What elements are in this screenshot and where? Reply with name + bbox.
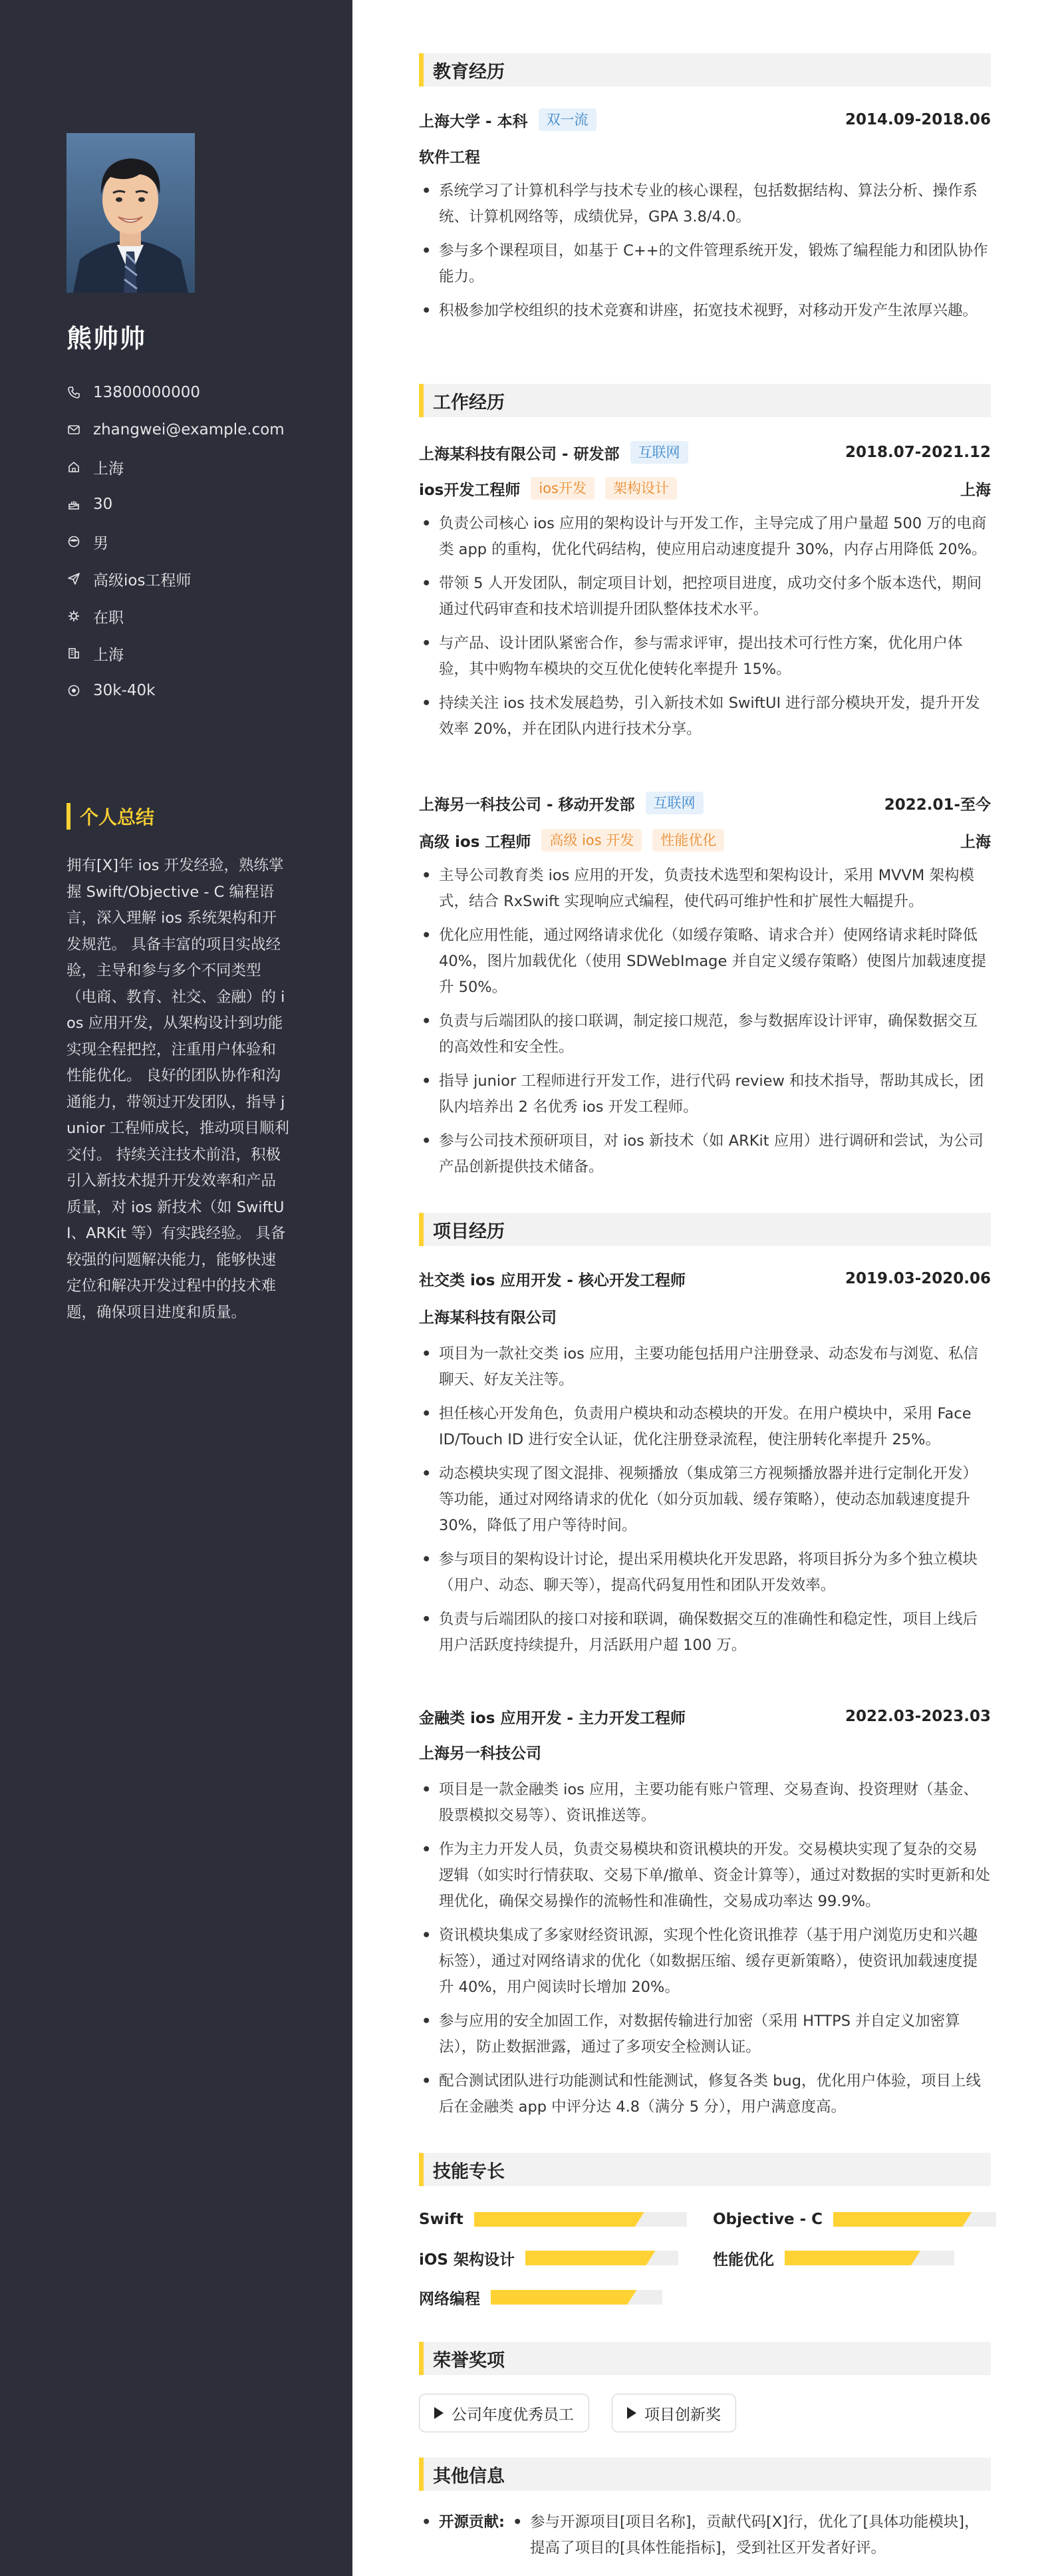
skill-bar-track [785, 2251, 954, 2265]
mail-icon [66, 422, 81, 437]
job-2-company: 上海另一科技公司 - 移动开发部 [419, 796, 635, 814]
education-section-header [419, 53, 991, 86]
skill-ios-architecture [419, 2246, 678, 2270]
honor-badge [419, 2394, 589, 2432]
job-2-bullets [419, 863, 991, 1188]
list-item: • 积极参加学校组织的技术竞赛和讲座，拓宽技术视野，对移动开发产生浓厚兴趣。 [419, 298, 991, 324]
play-icon [627, 2407, 636, 2419]
list-item: • 配合测试团队进行功能测试和性能测试，修复各类 bug，优化用户体验，项目上线后在金融类 app 中评分达 4.8（满分 5 分），用户满意度高。 [419, 2068, 991, 2120]
skill-swift [419, 2207, 687, 2231]
job-1-bullets [419, 511, 991, 750]
info-hometown [66, 448, 332, 486]
skills-title: 技能专长 [433, 2161, 505, 2182]
other-section-header [419, 2458, 991, 2491]
list-item: • 与产品、设计团队紧密合作，参与需求评审，提出技术可行性方案，优化用户体验，其中购物车模块的交互优化使转化率提升 15%。 [419, 631, 991, 683]
project-1-bullets [419, 1341, 991, 1667]
list-item: • 负责与后端团队的接口联调，制定接口规范，参与数据库设计评审，确保数据交互的高效性和安全性。 [419, 1009, 991, 1060]
list-item: • 持续关注 ios 技术发展趋势，引入新技术如 SwiftUI 进行部分模块开发，提升开发效率 20%，并在团队内进行技术分享。 [419, 691, 991, 742]
job-2-city: 上海 [960, 833, 991, 851]
info-gender [66, 523, 332, 560]
list-item: • 指导 junior 工程师进行开发工作，进行代码 review 和技术指导，帮助其成长，团队内培养出 2 名优秀 ios 开发工程师。 [419, 1068, 991, 1120]
info-position-text: 高级ios工程师 [93, 571, 192, 589]
other-info: • 开源贡献: • 参与开源项目[项目名称]，贡献代码[X]行，优化了[具体功能模块]，提高了项目的[具体性能指标]，受到社区开发者好评。 [419, 2509, 991, 2561]
job-2-skill-tag: 高级 ios 开发 [541, 829, 642, 852]
play-icon [434, 2407, 444, 2419]
job-1-role: ios开发工程师 [419, 481, 521, 499]
project-2-date: 2022.03-2023.03 [845, 1708, 991, 1725]
skill-name: Objective - C [713, 2211, 823, 2228]
job-2-role: 高级 ios 工程师 [419, 833, 531, 851]
list-item: • 系统学习了计算机科学与技术专业的核心课程，包括数据结构、算法分析、操作系统、计算机网络等，成绩优异，GPA 3.8/4.0。 [419, 178, 991, 230]
list-item: • 参与公司技术预研项目，对 ios 新技术（如 ARKit 应用）进行调研和尝试，为公司产品创新提供技术储备。 [419, 1128, 991, 1180]
status-icon [66, 609, 81, 623]
section-bar [419, 53, 424, 86]
avatar-illustration [66, 133, 195, 293]
list-item: • 负责公司核心 ios 应用的架构设计与开发工作，主导完成了用户量超 500 万的电商类 app 的重构，优化代码结构，使应用启动速度提升 30%，内存占用降低 20%。 [419, 511, 991, 563]
info-age [66, 486, 332, 523]
skill-name: 性能优化 [713, 2251, 774, 2269]
honors-title: 荣誉奖项 [433, 2350, 505, 2371]
list-item: • 参与多个课程项目，如基于 C++的文件管理系统开发，锻炼了编程能力和团队协作能力。 [419, 238, 991, 290]
honor-text: 项目创新奖 [644, 2406, 721, 2424]
honors-section-header [419, 2342, 991, 2375]
job-1-skill-tag: ios开发 [531, 477, 594, 500]
home-icon [66, 460, 81, 474]
section-bar [419, 2153, 424, 2186]
education-school: 上海大学 - 本科 [419, 112, 528, 130]
project-1-date: 2019.03-2020.06 [845, 1270, 991, 1287]
send-icon [66, 571, 81, 586]
info-hometown-text: 上海 [93, 460, 124, 478]
project-2-bullets [419, 1777, 991, 2128]
profile-name: 熊帅帅 [66, 324, 147, 353]
skill-bar-track [474, 2212, 687, 2227]
skill-performance [713, 2246, 954, 2270]
info-salary [66, 672, 332, 709]
list-item: • 参与项目的架构设计讨论，提出采用模块化开发思路，将项目拆分为多个独立模块（用户、动态、聊天等），提高代码复用性和团队开发效率。 [419, 1547, 991, 1599]
honor-badge [612, 2394, 736, 2432]
list-item: • 资讯模块集成了多家财经资讯源，实现个性化资讯推荐（基于用户浏览历史和兴趣标签），通过对网络请求的优化（如数据压缩、缓存更新策略），使资讯加载速度提升 40%，用户阅读时长增加 20%。 [419, 1923, 991, 2001]
list-item: • 优化应用性能，通过网络请求优化（如缓存策略、请求合并）使网络请求耗时降低 40%，图片加载优化（使用 SDWebImage 并自定义缓存策略）使图片加载速度提升 50%。 [419, 923, 991, 1001]
gender-icon [66, 534, 81, 549]
summary-heading-bar [66, 803, 70, 830]
info-status-text: 在职 [93, 609, 124, 627]
info-status [66, 597, 332, 635]
job-1-industry-tag: 互联网 [630, 441, 688, 464]
info-gender-text: 男 [93, 534, 108, 552]
list-item: • 带领 5 人开发团队，制定项目计划，把控项目进度，成功交付多个版本迭代，期间通过代码审查和技术培训提升团队整体技术水平。 [419, 571, 991, 623]
work-title: 工作经历 [433, 392, 505, 413]
project-2-name: 金融类 ios 应用开发 - 主力开发工程师 [419, 1709, 686, 1727]
skill-bar-fill [474, 2212, 644, 2227]
job-1-city: 上海 [960, 481, 991, 499]
list-item: • 作为主力开发人员，负责交易模块和资讯模块的开发。交易模块实现了复杂的交易逻辑（如实时行情获取、交易下单/撤单、资金计算等），通过对数据的实时更新和处理优化，确保交易操作的流畅性和准确性，交易成功率达 99.9%。 [419, 1837, 991, 1915]
avatar-photo [66, 133, 195, 293]
summary-heading-text: 个人总结 [80, 806, 155, 828]
education-date: 2014.09-2018.06 [845, 111, 991, 128]
job-1-date: 2018.07-2021.12 [845, 444, 991, 461]
job-2-row [419, 790, 991, 816]
summary-text: 拥有[X]年 ios 开发经验，熟练掌握 Swift/Objective - C 编程语言，深入理解 ios 系统架构和开发规范。 具备丰富的项目实战经验，主导和参与多个不同类型（电商、教育、社交、金融）的 ios 应用开发，从架构设计到功能实现全程把控，注重用户体验和性能优化。 良好的团队协作和沟通能力，带领过开发团队，指导 junior 工程师成长，推动项目顺利交付。 持续关注技术前沿，积极引入新技术提升开发效率和产品质量，对 ios 新技术（如 SwiftUI、ARKit 等）有实践经验。 具备较强的问题解决能力，能够快速定位和解决开发过程中的技术难题，确保项目进度和质量。 [66, 857, 289, 1321]
education-tag: 双一流 [539, 108, 596, 131]
list-item: • 项目是一款金融类 ios 应用，主要功能有账户管理、交易查询、投资理财（基金、股票模拟交易等）、资讯推送等。 [419, 1777, 991, 1829]
skill-bar-fill [833, 2212, 972, 2227]
list-item: • 动态模块实现了图文混排、视频播放（集成第三方视频播放器并进行定制化开发）等功能，通过对网络请求的优化（如分页加载、缓存策略），使动态加载速度提升 30%，降低了用户等待时间。 [419, 1461, 991, 1539]
info-phone [66, 374, 332, 411]
work-section-header [419, 384, 991, 417]
project-1-company: 上海某科技有限公司 [419, 1309, 557, 1327]
section-bar [419, 1213, 424, 1246]
education-major: 软件工程 [419, 149, 480, 166]
salary-icon [66, 683, 81, 698]
job-1-role-row [419, 475, 991, 502]
skill-bar-track [525, 2251, 678, 2265]
skill-bar-fill [525, 2251, 656, 2265]
other-title: 其他信息 [433, 2466, 505, 2487]
skill-name: Swift [419, 2211, 463, 2228]
projects-title: 项目经历 [433, 1221, 505, 1242]
contact-info-list [66, 374, 332, 709]
info-email [66, 411, 332, 448]
list-item: • 担任核心开发角色，负责用户模块和动态模块的开发。在用户模块中，采用 Face ID/Touch ID 进行安全认证，优化注册登录流程，使注册转化率提升 25%。 [419, 1401, 991, 1453]
project-2-company: 上海另一科技公司 [419, 1745, 541, 1762]
job-2-industry-tag: 互联网 [646, 792, 704, 814]
skill-bar-track [491, 2290, 662, 2305]
phone-icon [66, 385, 81, 400]
list-item: • 负责与后端团队的接口对接和联调，确保数据交互的准确性和稳定性，项目上线后用户活跃度持续提升，月活跃用户超 100 万。 [419, 1607, 991, 1659]
info-position [66, 560, 332, 597]
project-2-row [419, 1703, 991, 1730]
education-title: 教育经历 [433, 61, 505, 82]
education-row [419, 106, 991, 133]
cake-icon [66, 497, 81, 512]
skill-name: iOS 架构设计 [419, 2251, 515, 2269]
info-email-text: zhangwei@example.com [93, 421, 285, 438]
skills-section-header [419, 2153, 991, 2186]
list-item: • 参与应用的安全加固工作，对数据传输进行加密（采用 HTTPS 并自定义加密算法），防止数据泄露，通过了多项安全检测认证。 [419, 2009, 991, 2060]
job-1-skill-tag: 架构设计 [605, 477, 677, 500]
job-2-role-row [419, 827, 991, 854]
projects-section-header [419, 1213, 991, 1246]
job-1-company: 上海某科技有限公司 - 研发部 [419, 445, 620, 463]
education-bullets [419, 178, 991, 332]
job-2-skill-tag: 性能优化 [652, 829, 724, 852]
other-label: 开源贡献: [439, 2513, 505, 2531]
summary-heading [66, 802, 154, 831]
info-age-text: 30 [93, 496, 113, 513]
skill-bar-track [833, 2212, 996, 2227]
info-phone-text: 13800000000 [93, 384, 200, 401]
honor-text: 公司年度优秀员工 [452, 2406, 574, 2424]
skill-bar-fill [491, 2290, 636, 2305]
project-1-name: 社交类 ios 应用开发 - 核心开发工程师 [419, 1271, 686, 1289]
info-work-city [66, 635, 332, 672]
sidebar [0, 0, 352, 2576]
skill-bar-fill [785, 2251, 920, 2265]
section-bar [419, 384, 424, 417]
skill-objective-c [713, 2207, 996, 2231]
list-item: • 主导公司教育类 ios 应用的开发，负责技术选型和架构设计，采用 MVVM 架构模式，结合 RxSwift 实现响应式编程，使代码可维护性和扩展性大幅提升。 [419, 863, 991, 915]
section-bar [419, 2342, 424, 2375]
job-1-row [419, 439, 991, 466]
job-2-date: 2022.01-至今 [884, 796, 991, 814]
info-salary-text: 30k-40k [93, 682, 156, 699]
list-item: • 项目为一款社交类 ios 应用，主要功能包括用户注册登录、动态发布与浏览、私信聊天、好友关注等。 [419, 1341, 991, 1393]
other-text: 参与开源项目[项目名称]，贡献代码[X]行，优化了[具体功能模块]，提高了项目的[具体性能指标]，受到社区开发者好评。 [530, 2513, 980, 2557]
building-icon [66, 646, 81, 661]
skill-name: 网络编程 [419, 2290, 480, 2308]
skill-networking [419, 2285, 662, 2309]
info-work-city-text: 上海 [93, 646, 124, 664]
section-bar [419, 2458, 424, 2491]
project-1-row [419, 1265, 991, 1292]
